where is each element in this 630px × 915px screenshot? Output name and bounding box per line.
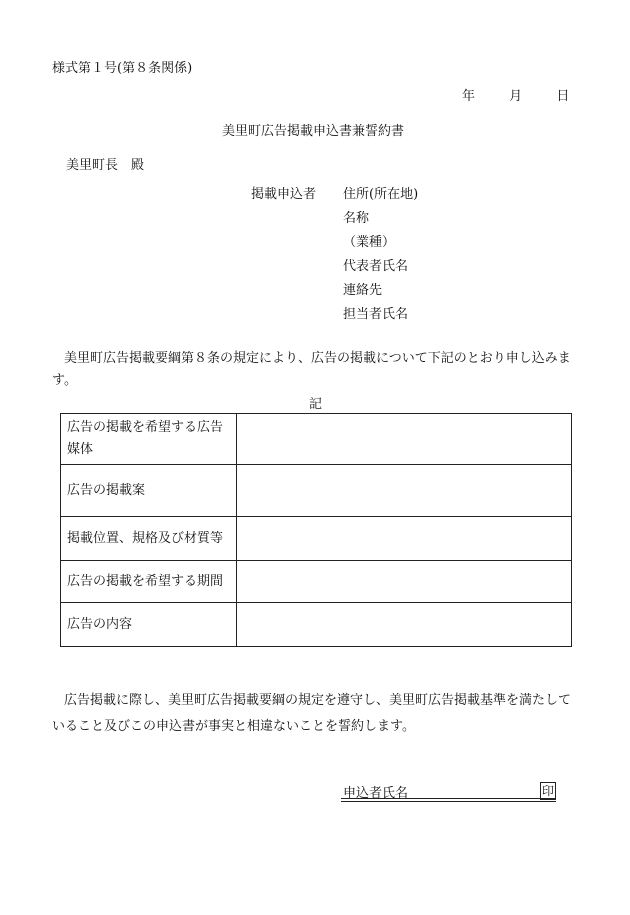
table-row [61, 414, 572, 465]
seal-mark: 印 [541, 784, 554, 798]
table-row [61, 561, 572, 603]
signature-underline [341, 801, 556, 802]
date-line [462, 88, 569, 106]
document-title: 美里町広告掲載申込書兼誓約書 [222, 124, 405, 139]
addressee: 美里町長 殿 [66, 158, 145, 173]
applicant-fields [343, 186, 418, 330]
row-value[interactable] [237, 517, 572, 561]
date-month-label: 月 [509, 89, 523, 104]
field-representative: 代表者氏名 [343, 259, 409, 274]
row-label: 広告の内容 [61, 603, 237, 647]
row-value[interactable] [237, 465, 572, 517]
field-person-in-charge: 担当者氏名 [343, 307, 409, 322]
row-label: 広告の掲載案 [61, 465, 237, 517]
date-day-label: 日 [556, 89, 570, 104]
field-address: 住所(所在地) [343, 187, 419, 202]
pledge-statement: 広告掲載に際し、美里町広告掲載要綱の規定を遵守し、美里町広告掲載基準を満たしていること及びこの申込書が事実と相違ないことを誓約します。 [52, 693, 572, 734]
signature-line[interactable] [341, 798, 556, 799]
field-industry: （業種） [343, 235, 396, 250]
field-contact: 連絡先 [343, 283, 383, 298]
applicant-label: 掲載申込者 [251, 187, 317, 202]
table-row [61, 603, 572, 647]
row-value[interactable] [237, 414, 572, 465]
application-table [60, 413, 572, 647]
form-number: 様式第１号(第８条関係) [52, 61, 193, 76]
signature-label: 申込者氏名 [343, 786, 409, 801]
table-row [61, 517, 572, 561]
application-statement: 美里町広告掲載要綱第８条の規定により、広告の掲載について下記のとおり申し込みます。 [52, 351, 571, 388]
field-name: 名称 [343, 211, 370, 226]
row-label: 広告の掲載を希望する期間 [61, 561, 237, 603]
row-value[interactable] [237, 603, 572, 647]
row-label: 広告の掲載を希望する広告媒体 [61, 414, 237, 465]
ki-heading: 記 [309, 397, 323, 412]
row-label: 掲載位置、規格及び材質等 [61, 517, 237, 561]
date-year-label: 年 [462, 89, 476, 104]
row-value[interactable] [237, 561, 572, 603]
table-row [61, 465, 572, 517]
